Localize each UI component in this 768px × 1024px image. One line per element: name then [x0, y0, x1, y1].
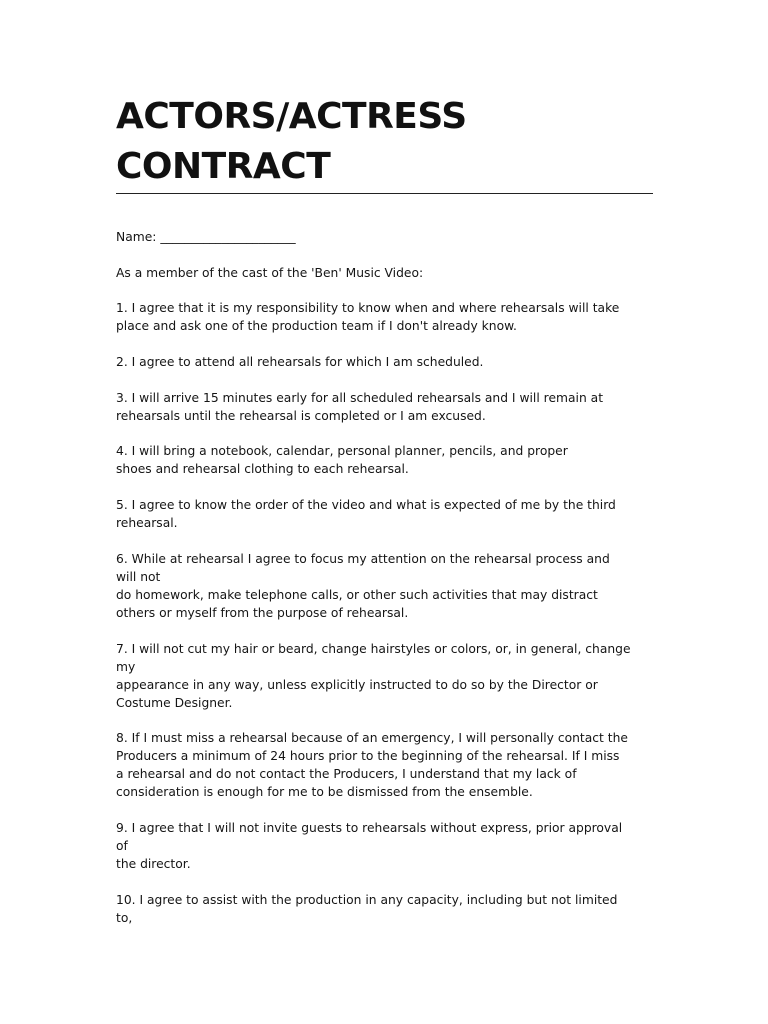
name-line: Name: ______________________: [116, 230, 296, 244]
intro-paragraph: [116, 264, 656, 282]
clause-line: do homework, make telephone calls, or other such activities that may distract: [116, 587, 598, 602]
clause-line: shoes and rehearsal clothing to each rehearsal.: [116, 462, 409, 477]
clause-5: [116, 496, 656, 532]
clause-line: Producers a minimum of 24 hours prior to the beginning of the rehearsal. If I miss: [116, 749, 620, 764]
contract-body: [116, 228, 656, 944]
title-line-1: ACTORS/ACTRESS: [116, 96, 467, 137]
title-line-2: CONTRACT: [116, 146, 331, 187]
clause-line: 9. I agree that I will not invite guests to rehearsals without express, prior approval: [116, 820, 623, 835]
clause-line: place and ask one of the production team if I don't already know.: [116, 319, 517, 334]
clause-line: rehearsal.: [116, 516, 178, 531]
clause-line: to,: [116, 910, 133, 925]
clause-9: [116, 819, 656, 873]
clause-line: rehearsals until the rehearsal is completed or I am excused.: [116, 408, 486, 423]
clause-line: 4. I will bring a notebook, calendar, personal planner, pencils, and proper: [116, 444, 568, 459]
clause-10: [116, 891, 656, 927]
title-divider: [116, 193, 653, 194]
clause-line: others or myself from the purpose of rehearsal.: [116, 605, 409, 620]
clause-4: [116, 442, 656, 478]
clause-line: 3. I will arrive 15 minutes early for all scheduled rehearsals and I will remain at: [116, 390, 604, 405]
clause-line: 1. I agree that it is my responsibility to know when and where rehearsals will take: [116, 301, 620, 316]
clause-line: consideration is enough for me to be dismissed from the ensemble.: [116, 785, 533, 800]
clause-1: [116, 299, 656, 335]
clause-line: my: [116, 659, 136, 674]
clause-line: the director.: [116, 856, 191, 871]
intro-line: As a member of the cast of the 'Ben' Music Video:: [116, 265, 424, 280]
clause-line: 7. I will not cut my hair or beard, change hairstyles or colors, or, in general, change: [116, 641, 631, 656]
clause-line: will not: [116, 569, 161, 584]
clause-line: 2. I agree to attend all rehearsals for which I am scheduled.: [116, 355, 484, 370]
clause-line: of: [116, 838, 128, 853]
name-field: [116, 228, 656, 246]
clause-line: 8. If I must miss a rehearsal because of an emergency, I will personally contact the: [116, 731, 628, 746]
clause-line: Costume Designer.: [116, 695, 233, 710]
clause-6: [116, 550, 656, 622]
clause-7: [116, 640, 656, 712]
clause-2: [116, 353, 656, 371]
clause-3: [116, 389, 656, 425]
contract-title: [116, 92, 656, 192]
clause-line: a rehearsal and do not contact the Producers, I understand that my lack of: [116, 767, 577, 782]
clause-line: appearance in any way, unless explicitly instructed to do so by the Director or: [116, 677, 598, 692]
clause-line: 6. While at rehearsal I agree to focus my attention on the rehearsal process and: [116, 551, 610, 566]
clause-line: 5. I agree to know the order of the video and what is expected of me by the third: [116, 498, 616, 513]
clause-8: [116, 729, 656, 801]
clause-line: 10. I agree to assist with the production in any capacity, including but not limited: [116, 892, 618, 907]
